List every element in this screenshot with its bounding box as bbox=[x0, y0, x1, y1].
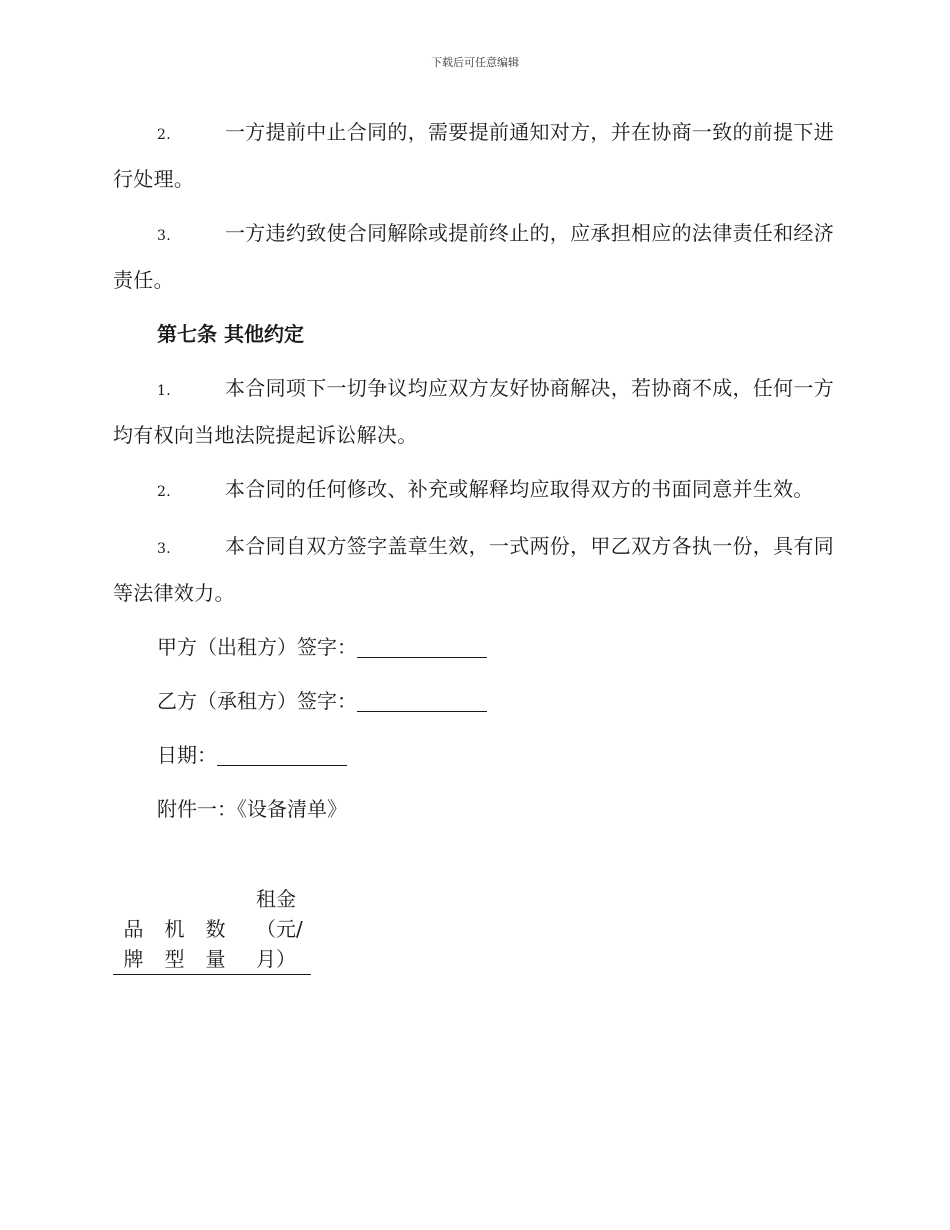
section-heading: 第七条 其他约定 bbox=[157, 322, 304, 346]
clause-number: 2. bbox=[157, 484, 171, 500]
column-header-model: 机型 bbox=[154, 884, 195, 975]
clause-number: 3. bbox=[157, 541, 171, 557]
signature-date bbox=[113, 733, 838, 777]
column-header-rent: 租金（元/月） bbox=[236, 884, 311, 975]
column-header-quantity: 数量 bbox=[195, 884, 236, 975]
signature-blank bbox=[357, 633, 487, 658]
signature-blank bbox=[357, 687, 487, 712]
clause-item bbox=[113, 211, 838, 302]
clause-text: 本合同自双方签字盖章生效，一式两份，甲乙双方各执一份，具有同等法律效力。 bbox=[113, 534, 834, 605]
clause-item bbox=[113, 366, 838, 457]
attachment-title: 附件一：《设备清单》 bbox=[157, 797, 347, 821]
clause-number: 1. bbox=[157, 383, 171, 399]
date-blank bbox=[217, 741, 347, 766]
clause-number: 3. bbox=[157, 228, 171, 244]
signature-label: 甲方（出租方）签字： bbox=[157, 635, 357, 659]
clause-item bbox=[113, 467, 838, 514]
equipment-table bbox=[113, 884, 311, 975]
page-header: 下载后可任意编辑 bbox=[431, 56, 519, 69]
clause-text: 本合同项下一切争议均应双方友好协商解决，若协商不成，任何一方均有权向当地法院提起诉讼解决。 bbox=[113, 376, 834, 447]
clause-number: 2. bbox=[157, 127, 171, 143]
signature-label: 乙方（承租方）签字： bbox=[157, 689, 357, 713]
signature-party-a bbox=[113, 625, 838, 669]
clause-text: 一方提前中止合同的，需要提前通知对方，并在协商一致的前提下进行处理。 bbox=[113, 120, 834, 191]
clause-item bbox=[113, 110, 838, 201]
signature-party-b bbox=[113, 679, 838, 723]
table-header-row bbox=[113, 884, 311, 975]
clause-item bbox=[113, 524, 838, 615]
clause-text: 本合同的任何修改、补充或解释均应取得双方的书面同意并生效。 bbox=[225, 477, 814, 501]
column-header-brand: 品牌 bbox=[113, 884, 154, 975]
document-body bbox=[113, 110, 838, 841]
clause-text: 一方违约致使合同解除或提前终止的，应承担相应的法律责任和经济责任。 bbox=[113, 221, 834, 292]
date-label: 日期： bbox=[157, 743, 217, 767]
